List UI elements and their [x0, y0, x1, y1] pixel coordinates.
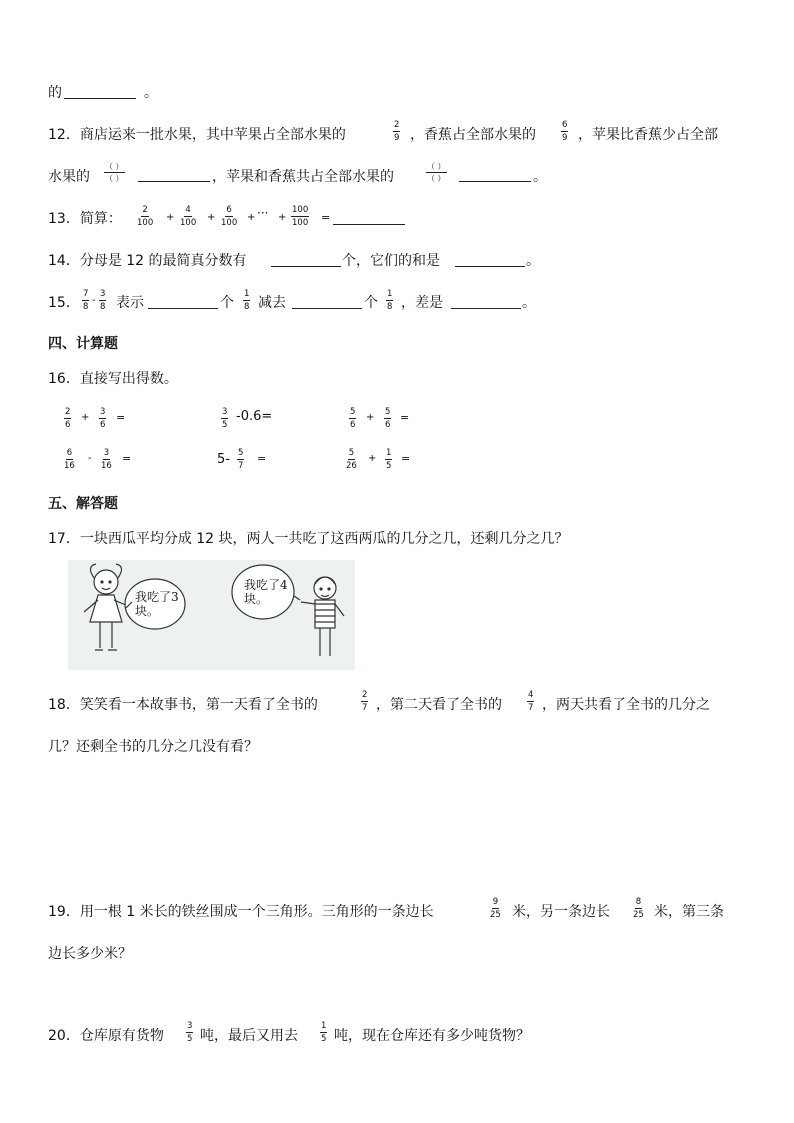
q20-text: 20．仓库原有货物: [48, 1028, 164, 1044]
plus-sign: +: [278, 212, 287, 223]
children-illustration: [68, 560, 355, 670]
fraction: $\frac{3}{8}$: [100, 289, 106, 312]
plus-sign: +: [207, 212, 216, 223]
fraction: $\frac{6}{16}$: [64, 448, 75, 471]
fraction-blank[interactable]: （ ） （ ）: [105, 162, 124, 183]
fraction: $\frac{1}{8}$: [387, 289, 393, 312]
q15-text: 个: [364, 295, 378, 311]
q19-text: 边长多少米？: [48, 946, 132, 962]
plus-sign: +: [81, 412, 90, 423]
answer-blank[interactable]: [333, 224, 405, 225]
fraction: $\frac{4}{7}$: [528, 690, 534, 713]
q15-text: 表示: [116, 295, 144, 311]
fraction: $\frac{1}{5}$: [386, 448, 392, 471]
minus-sign: -: [92, 295, 96, 306]
equals-sign: =: [257, 452, 267, 465]
q18-text: ，第二天看了全书的: [376, 697, 502, 713]
fraction: $\frac{5}{7}$: [238, 448, 244, 471]
q12-text: 12．商店运来一批水果，其中苹果占全部水果的: [48, 127, 346, 143]
q12-text: ，香蕉占全部水果的: [410, 127, 536, 143]
equals-sign: =: [116, 411, 126, 424]
equals-sign: =: [321, 211, 331, 224]
expression-text: 5-: [217, 452, 230, 467]
fraction: $\frac{3}{5}$: [222, 407, 228, 430]
q19-text: 米，第三条: [654, 904, 724, 920]
section-heading: 四、计算题: [48, 336, 118, 352]
fraction: $\frac{5}{6}$: [385, 407, 391, 430]
fraction: $\frac{9}{25}$: [490, 897, 501, 920]
watermelon-illustration: [68, 560, 355, 670]
fraction: $\frac{1}{5}$: [321, 1021, 327, 1044]
q15-text: 。: [522, 295, 536, 311]
fraction: $\frac{1}{8}$: [244, 289, 250, 312]
equals-sign: =: [400, 411, 410, 424]
answer-blank[interactable]: [138, 181, 210, 182]
fraction: $\frac{8}{25}$: [633, 897, 644, 920]
q20-text: 吨，最后又用去: [200, 1028, 298, 1044]
answer-blank[interactable]: [459, 181, 531, 182]
q17-text: 17．一块西瓜平均分成 12 块，两人一共吃了这西两瓜的几分之几，还剩几分之几？: [48, 531, 569, 547]
expression-text: -0.6=: [236, 409, 273, 424]
plus-sign: +: [166, 212, 175, 223]
equals-sign: =: [401, 452, 411, 465]
fraction: $\frac{5}{6}$: [350, 407, 356, 430]
q13-label: 13．简算：: [48, 211, 122, 227]
fraction: $\frac{5}{26}$: [346, 448, 357, 471]
fraction: $\frac{7}{8}$: [83, 289, 89, 312]
line0-post: 。: [144, 85, 158, 101]
equals-sign: =: [122, 452, 132, 465]
q15-text: ，差是: [401, 295, 443, 311]
fraction: $\frac{6}{9}$: [562, 120, 568, 143]
q18-text: ，两天共看了全书的几分之: [542, 697, 710, 713]
q16-label: 16．直接写出得数。: [48, 371, 178, 387]
speech-bubble-1: 我吃了3块。: [135, 590, 179, 618]
girl-figure: [84, 564, 128, 650]
q20-text: 吨，现在仓库还有多少吨货物？: [334, 1028, 530, 1044]
fraction: $\frac{2}{7}$: [362, 690, 368, 713]
q18-text: 几？还剩全书的几分之几没有看？: [48, 739, 258, 755]
ellipsis: ···: [257, 206, 269, 220]
q15-text: 减去: [258, 295, 286, 311]
q15-text: 个: [220, 295, 234, 311]
minus-sign: -: [88, 453, 92, 464]
q12-text: ，苹果和香蕉共占全部水果的: [212, 169, 394, 185]
answer-blank[interactable]: [271, 266, 341, 267]
plus-sign: +: [368, 453, 377, 464]
answer-blank[interactable]: [64, 98, 136, 99]
answer-blank[interactable]: [148, 308, 218, 309]
fraction: $\frac{3}{6}$: [100, 407, 106, 430]
q15-label: 15．: [48, 295, 80, 311]
q12-text: 水果的: [48, 169, 90, 185]
fraction: $\frac{3}{16}$: [101, 448, 112, 471]
q14-text: 个，它们的和是: [342, 253, 440, 269]
fraction: $\frac{6}{100}$: [221, 205, 238, 228]
answer-blank[interactable]: [451, 308, 521, 309]
boy-figure: [301, 577, 344, 656]
section-heading: 五、解答题: [48, 496, 118, 512]
answer-blank[interactable]: [292, 308, 362, 309]
fraction: $\frac{3}{5}$: [187, 1021, 193, 1044]
plus-sign: +: [247, 212, 256, 223]
answer-blank[interactable]: [455, 266, 525, 267]
line0-pre: 的: [48, 85, 62, 101]
q14-text: 14．分母是 12 的最简真分数有: [48, 253, 247, 269]
q14-text: 。: [526, 253, 540, 269]
plus-sign: +: [366, 412, 375, 423]
q12-text: 。: [533, 169, 547, 185]
q19-text: 米，另一条边长: [512, 904, 610, 920]
speech-bubble-2: 我吃了4块。: [244, 578, 288, 606]
fraction: $\frac{100}{100}$: [292, 205, 309, 228]
q18-text: 18．笑笑看一本故事书，第一天看了全书的: [48, 697, 318, 713]
fraction: $\frac{4}{100}$: [180, 205, 197, 228]
fraction-blank[interactable]: （ ） （ ）: [427, 162, 446, 183]
fraction: $\frac{2}{6}$: [65, 407, 71, 430]
fraction: $\frac{2}{9}$: [394, 120, 400, 143]
q12-text: ，苹果比香蕉少占全部: [578, 127, 718, 143]
q19-text: 19．用一根 1 米长的铁丝围成一个三角形。三角形的一条边长: [48, 904, 434, 920]
fraction: $\frac{2}{100}$: [137, 205, 154, 228]
